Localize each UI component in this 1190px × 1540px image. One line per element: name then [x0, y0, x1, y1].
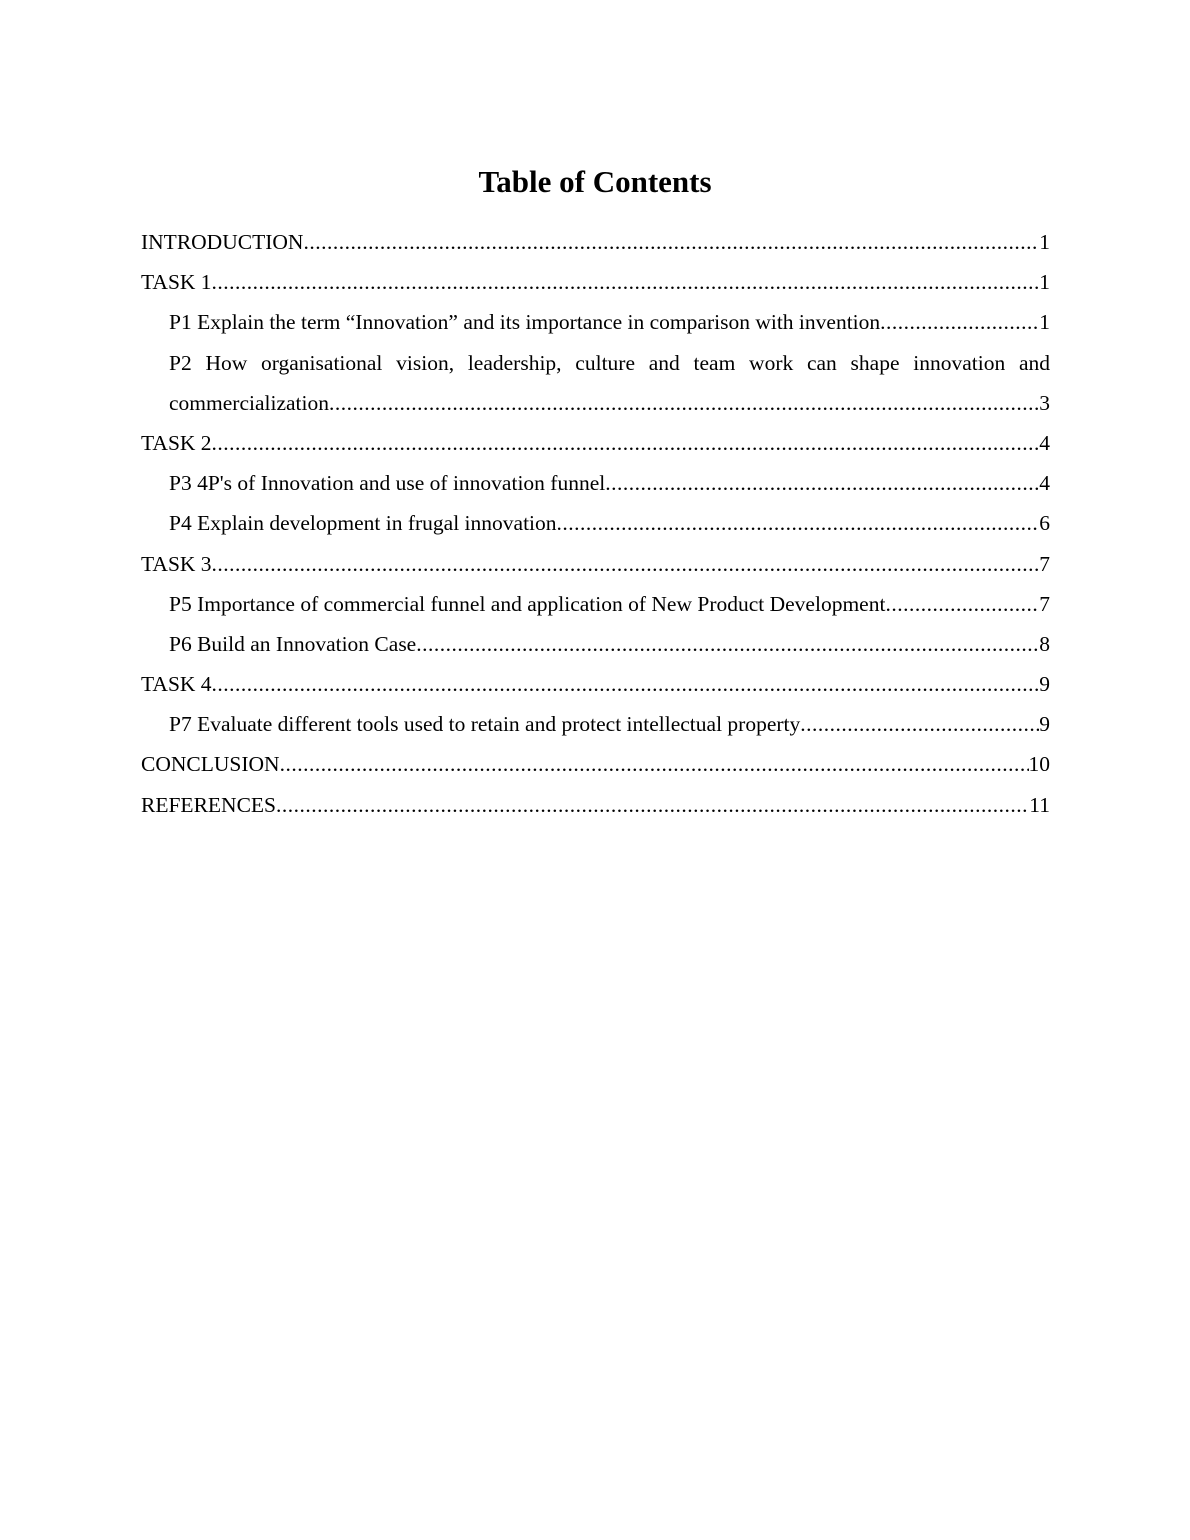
toc-entry-label: INTRODUCTION — [141, 230, 304, 254]
toc-entry-label: TASK 2 — [141, 430, 212, 455]
dot-leader — [212, 544, 1040, 584]
toc-entry-label: P5 Importance of commercial funnel and application of New Product Development — [169, 591, 886, 616]
toc-entry-p5[interactable] — [169, 584, 1050, 624]
toc-entry-p6[interactable] — [169, 624, 1050, 664]
dot-leader — [416, 624, 1039, 664]
dot-leader — [280, 744, 1029, 784]
toc-page-number: 10 — [1028, 752, 1050, 777]
toc-page-number: 7 — [1039, 551, 1050, 576]
toc-page-number: 3 — [1039, 390, 1050, 415]
dot-leader — [212, 262, 1040, 302]
dot-leader — [800, 704, 1039, 744]
dot-leader — [303, 222, 1039, 262]
toc-entry-p2[interactable] — [169, 343, 1050, 423]
toc-page-number: 1 — [1039, 310, 1050, 335]
toc-entry-label: P3 4P's of Innovation and use of innovation funnel — [169, 471, 606, 496]
dot-leader — [557, 503, 1040, 543]
toc-entry-label: REFERENCES — [141, 792, 276, 817]
toc-entry-label: CONCLUSION — [141, 752, 280, 777]
toc-entry-label: TASK 3 — [141, 551, 212, 576]
dot-leader — [605, 463, 1039, 503]
toc-entry-label: TASK 4 — [141, 672, 212, 697]
toc-entry-label: TASK 1 — [141, 270, 212, 295]
toc-entry-introduction[interactable] — [141, 222, 1050, 262]
toc-page-number: 11 — [1029, 792, 1050, 817]
toc-page-number: 1 — [1039, 270, 1050, 295]
toc-page-number: 4 — [1039, 430, 1050, 455]
dot-leader — [885, 584, 1039, 624]
toc-entry-p3[interactable] — [169, 463, 1050, 503]
toc-entry-task-2[interactable] — [141, 423, 1050, 463]
toc-entry-task-1[interactable] — [141, 262, 1050, 302]
toc-entry-label-line2: commercialization — [169, 390, 329, 415]
toc-page-number: 9 — [1039, 712, 1050, 737]
toc-page-number: 6 — [1039, 511, 1050, 536]
dot-leader — [212, 423, 1040, 463]
toc-page-number: 7 — [1039, 591, 1050, 616]
toc-entry-label-line1: P2 How organisational vision, leadership, culture and team work can shape innovation and — [169, 350, 1050, 375]
dot-leader — [212, 664, 1040, 704]
dot-leader — [880, 302, 1039, 342]
toc-entry-label: P4 Explain development in frugal innovation — [169, 511, 557, 536]
page-title: Table of Contents — [478, 164, 712, 199]
dot-leader — [276, 785, 1029, 825]
toc-page-number: 4 — [1039, 471, 1050, 496]
toc-page-number: 8 — [1039, 631, 1050, 656]
toc-entry-label: P7 Evaluate different tools used to retain and protect intellectual property — [169, 712, 801, 737]
toc-page-number: 9 — [1039, 672, 1050, 697]
table-of-contents — [141, 222, 1050, 825]
toc-entry-p7[interactable] — [169, 704, 1050, 744]
toc-entry-task-3[interactable] — [141, 544, 1050, 584]
toc-entry-label: P6 Build an Innovation Case — [169, 631, 417, 656]
toc-entry-task-4[interactable] — [141, 664, 1050, 704]
dot-leader — [329, 383, 1039, 423]
toc-page-number: 1 — [1039, 230, 1050, 254]
toc-entry-references[interactable] — [141, 785, 1050, 825]
toc-entry-label: P1 Explain the term “Innovation” and its importance in comparison with invention — [169, 310, 881, 335]
toc-entry-p4[interactable] — [169, 503, 1050, 543]
toc-entry-conclusion[interactable] — [141, 744, 1050, 784]
toc-entry-p1[interactable] — [169, 302, 1050, 342]
